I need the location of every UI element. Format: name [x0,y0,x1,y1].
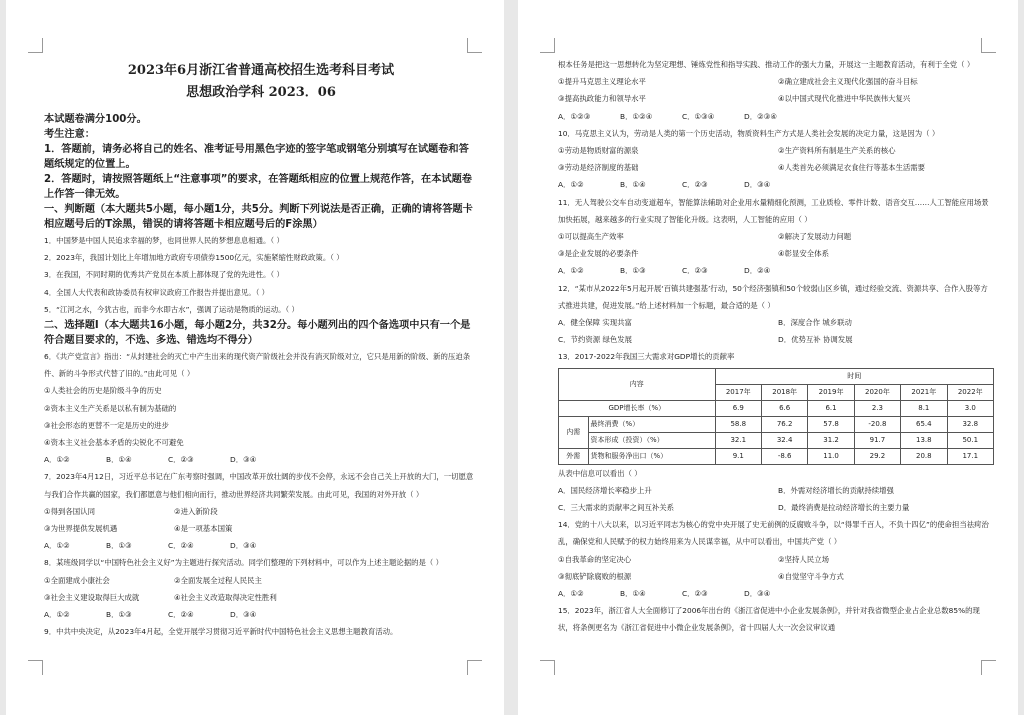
answer-choice: A．①②③ [558,111,591,121]
notice-item: 2．答题时，请按照答题纸上“注意事项”的要求，在答题纸相应的位置上规范作答，在本试题卷上作答一律无效。 [44,174,472,200]
table-cell: 50.1 [947,432,993,448]
question-text: 15．2023年，浙江省人大全面修订了2006年出台的《浙江省促进中小企业发展条例》，并针对我省微型企业占企业总数85%的现状，将条例更名为《浙江省促进中小微企业发展条例》，省十四届人大一次会议审议通 [558,606,980,633]
answer-choice: C．②④ [168,610,194,620]
table-row [559,432,994,448]
crop-mark [28,38,43,53]
answer-choice: C．②③ [682,589,708,599]
crop-mark [540,660,555,675]
answer-choice: C．三大需求的贡献率之间互补关系 [558,503,675,513]
answer-choice: C．②③ [682,180,708,190]
notice-item: 1．答题前，请务必将自己的姓名、准考证号用黑色字迹的签字笔或钢笔分别填写在试题卷和答题纸规定的位置上。 [44,144,469,170]
table-cell: 65.4 [901,416,947,432]
option-line: ①劳动是物质财富的源泉 [558,146,639,156]
answer-choice: D．③④ [230,455,257,465]
table-row [559,448,994,464]
question-text: 2．2023年，我国计划比上年增加地方政府专项债券1500亿元，实施紧缩性财政政策。（ ） [44,253,344,263]
option-line: ①自我革命的坚定决心 [558,554,632,564]
answer-choice: A．①② [44,455,70,465]
option-line: ③为世界提供发展机遇 [44,524,118,534]
option-line: ④社会主义改造取得决定性胜利 [174,592,277,602]
answer-choice: A．①② [558,266,584,276]
answer-choice: C．②③ [682,266,708,276]
table-cell: -20.8 [854,416,900,432]
table-header-cell: 2021年 [901,384,947,400]
gdp-contribution-table [558,368,994,465]
table-cell: 58.8 [715,416,761,432]
option-line: ①可以提高生产效率 [558,232,624,242]
question-text: 4．全国人大代表和政协委员有权审议政府工作报告并提出意见。（ ） [44,287,270,297]
answer-choice: B．①④ [620,589,646,599]
question-text: 8．某班级同学以“中国特色社会主义好”为主题进行探究活动。同学们整理的下列材料中，可以作为上述主题论据的是（ ） [44,558,444,568]
option-pair [558,482,992,499]
option-line: ①全面建成小康社会 [44,575,110,585]
question-text: 14．党的十八大以来，以习近平同志为核心的党中央开展了史无前例的反腐败斗争，以“得罪千百人，不负十四亿”的使命担当祛疴治乱，确保党和人民赋予的权力始终用来为人民谋幸福，从中可以看出，中国共产党（ ） [558,520,989,547]
option-line: ③劳动是经济制度的基础 [558,163,639,173]
option-line: ②解决了发展动力问题 [778,232,852,242]
question-text: 12．“某市从2022年5月起开展‘百镇共建强基’行动，50个经济强镇和50个较弱山区乡镇，通过经验交流、资源共享、合作入股等方式推进共建，促进发展。”给上述材料加一个标题，最合适的是（ ） [558,283,988,310]
option-line: ②进入新阶段 [174,506,218,516]
question-text: 11．无人驾驶公交车自动变道超车，智能算法辅助对企业用水量精细化预测，工业质检、零件计数、语音交互……人工智能应用场景加快拓展，越来越多的行业实现了智能化升级。这表明，人工智能的应用（ ） [558,197,989,224]
option-line: ④是一项基本国策 [174,524,233,534]
answer-choice: A．国民经济增长率稳步上升 [558,485,652,495]
table-header-cell: 内容 [559,368,716,400]
option-pair [44,503,478,520]
answer-choice: B．①③ [106,610,132,620]
table-cell: 内需 [559,416,589,448]
table-cell: 外需 [559,448,589,464]
table-cell: 13.8 [901,432,947,448]
table-cell: 17.1 [947,448,993,464]
answer-choices [558,108,992,125]
answer-choices [558,262,992,279]
table-header-cell: 2018年 [761,384,807,400]
option-pair [558,245,992,262]
answer-choice: D．③④ [744,180,771,190]
table-cell: GDP增长率（%） [559,400,716,416]
table-cell: 9.1 [715,448,761,464]
table-cell: 32.1 [715,432,761,448]
answer-choice: D．优势互补 协调发展 [778,335,853,345]
table-cell: 91.7 [854,432,900,448]
table-cell: 76.2 [761,416,807,432]
answer-choice: D．最终消费是拉动经济增长的主要力量 [778,503,910,513]
notice-heading: 考生注意： [44,129,95,140]
table-cell: 57.8 [808,416,854,432]
answer-choice: A．健全保障 实现共富 [558,318,632,328]
option-line: ②资本主义生产关系是以私有制为基础的 [44,403,177,413]
answer-choice: B．外需对经济增长的贡献持续增强 [778,485,894,495]
answer-choice: C．②③ [168,455,194,465]
answer-choice: D．②③④ [744,111,777,121]
crop-mark [467,660,482,675]
table-cell: 货物和服务净出口（%） [588,448,715,464]
option-pair [558,159,992,176]
answer-choice: A．①② [558,180,584,190]
table-cell: 2.3 [854,400,900,416]
answer-choice: B．①③ [620,266,646,276]
question-text: 9．中共中央决定，从2023年4月起，全党开展学习贯彻习近平新时代中国特色社会主义思想主题教育活动。 [44,627,398,637]
answer-choice: A．①② [558,589,584,599]
option-line: ④资本主义社会基本矛盾的尖锐化不可避免 [44,438,184,448]
answer-choices [44,451,478,468]
exam-page-left [6,0,504,715]
answer-choices [558,176,992,193]
option-pair [558,314,992,331]
answer-choice: C．节约资源 绿色发展 [558,335,633,345]
question-text: 7．2023年4月12日，习近平总书记在广东考察时强调，中国改革开放壮阔的步伐不会停，永远不会自己关上开放的大门，一切愿意与我们合作共赢的国家，我们都愿意与他们相向而行，推动世界经济共同繁荣发展。由此可见，我国的对外开放（ ） [44,472,474,499]
question-text: 1．中国梦是中国人民追求幸福的梦，也同世界人民的梦想息息相通。（ ） [44,236,284,245]
question-text: 13．2017-2022年我国三大需求对GDP增长的贡献率 [558,352,735,362]
answer-choice: D．②④ [744,266,771,276]
question-text: 从表中信息可以看出（ ） [558,468,642,478]
option-line: ③社会主义建设取得巨大成就 [44,592,140,602]
table-header-cell: 2022年 [947,384,993,400]
table-cell: 31.2 [808,432,854,448]
option-line: ②生产资料所有制是生产关系的核心 [778,146,896,156]
answer-choice: D．③④ [230,541,257,551]
question-text: 10．马克思主义认为，劳动是人类的第一个历史活动，物质资料生产方式是人类社会发展的决定力量，这是因为（ ） [558,128,940,138]
option-line: ②坚持人民立场 [778,554,829,564]
answer-choices [44,537,478,554]
answer-choice: B．①③ [106,541,132,551]
question-text: 6．《共产党宣言》指出：“从封建社会的灭亡中产生出来的现代资产阶级社会并没有消灭阶级对立，它只是用新的阶级、新的压迫条件、新的斗争形式代替了旧的。”由此可见（ ） [44,352,471,379]
option-pair [558,568,992,585]
question-text: 3．在我国，不同时期的优秀共产党员在本质上都体现了党的先进性。（ ） [44,270,284,280]
answer-choice: B．①②④ [620,111,653,121]
crop-mark [540,38,555,53]
table-row [559,400,994,416]
table-header-cell: 2019年 [808,384,854,400]
exam-page-right [518,0,1018,715]
table-cell: 6.9 [715,400,761,416]
answer-choice: B．①④ [106,455,132,465]
section-heading: 二、选择题Ⅰ（本大题共16小题，每小题2分，共32分。每小题列出的四个备选项中只有一个是符合题目要求的，不选、多选、错选均不得分） [44,320,471,347]
table-cell: 11.0 [808,448,854,464]
table-cell: 29.2 [854,448,900,464]
option-pair [558,331,992,348]
exam-subtitle: 思想政治学科 2023．06 [186,85,336,100]
option-pair [44,520,478,537]
question-text: 5．“江河之水，今犹古也，而非今水即古水”，强调了运动是物质的运动。（ ） [44,304,299,314]
answer-choice: C．②④ [168,541,194,551]
option-pair [558,90,992,107]
table-header-cell: 2020年 [854,384,900,400]
table-header-cell: 时间 [715,368,993,384]
exam-title: 2023年6月浙江省普通高校招生选考科目考试 [127,63,395,78]
answer-choice: B．①④ [620,180,646,190]
answer-choice: D．③④ [230,610,257,620]
question-text: 根本任务是把这一思想转化为坚定理想、锤炼党性和指导实践、推动工作的强大力量，开展这一主题教育活动，有利于全党（ ） [558,60,975,69]
option-pair [558,228,992,245]
option-line: ④彰显安全体系 [778,249,829,259]
option-line: ③提高执政能力和领导水平 [558,94,646,104]
table-cell: 6.6 [761,400,807,416]
option-line: ④人类首先必须满足衣食住行等基本生活需要 [778,163,926,173]
answer-choices [44,606,478,623]
table-cell: 20.8 [901,448,947,464]
crop-mark [28,660,43,675]
option-pair [558,499,992,516]
option-pair [44,589,478,606]
option-line: ③彻底铲除腐败的根源 [558,571,632,581]
table-header-cell: 2017年 [715,384,761,400]
table-cell: 6.1 [808,400,854,416]
table-cell: 8.1 [901,400,947,416]
option-line: ③社会形态的更替不一定是历史的进步 [44,420,169,430]
answer-choice: D．③④ [744,589,771,599]
option-line: ④以中国式现代化推进中华民族伟大复兴 [778,94,911,104]
answer-choice: A．①② [44,541,70,551]
option-line: ①得到各国认同 [44,506,95,516]
option-pair [558,142,992,159]
table-cell: 32.8 [947,416,993,432]
table-cell: 资本形成（投资）（%） [588,432,715,448]
option-pair [44,572,478,589]
answer-choice: C．①③④ [682,111,715,121]
option-line: ①人类社会的历史是阶级斗争的历史 [44,386,162,396]
table-cell: 32.4 [761,432,807,448]
answer-choice: A．①② [44,610,70,620]
answer-choice: B．深度合作 城乡联动 [778,318,852,328]
crop-mark [981,660,996,675]
table-row [559,416,994,432]
table-header-row [559,368,994,384]
crop-mark [467,38,482,53]
crop-mark [981,38,996,53]
answer-choices [558,585,992,602]
option-line: ①提升马克思主义理论水平 [558,77,646,87]
table-cell: 3.0 [947,400,993,416]
option-line: ②全面发展全过程人民民主 [174,575,262,585]
score-note: 本试题卷满分100分。 [44,114,147,125]
option-line: ②确立建成社会主义现代化强国的奋斗目标 [778,77,918,87]
option-line: ④自觉坚守斗争方式 [778,571,844,581]
section-heading: 一、判断题（本大题共5小题，每小题1分，共5分。判断下列说法是否正确，正确的请将答题卡相应题号后的T涂黑，错误的请将答题卡相应题号后的F涂黑） [44,204,473,230]
table-cell: 最终消费（%） [588,416,715,432]
option-line: ③是企业发展的必要条件 [558,249,639,259]
option-pair [558,73,992,90]
table-cell: -8.6 [761,448,807,464]
option-pair [558,551,992,568]
